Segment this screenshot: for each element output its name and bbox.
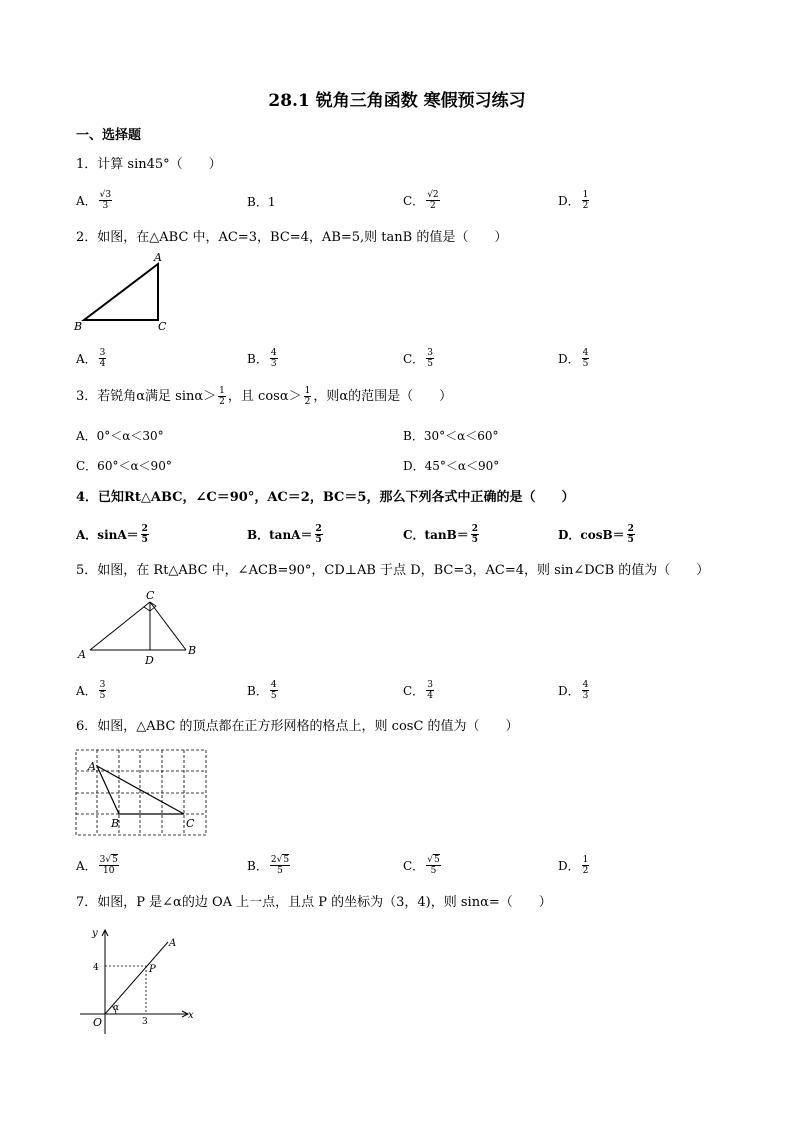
fraction: $\frac{4}{3}$ <box>582 680 589 701</box>
label-alpha: α <box>113 1003 120 1013</box>
fraction: $\frac{2}{5}$ <box>471 524 479 545</box>
label-b: B <box>74 320 83 333</box>
fraction: $\frac{3√5}{10}$ <box>99 855 118 876</box>
q2-option-b[interactable]: B． $\frac{4}{3}$ <box>247 348 277 369</box>
label-a: A <box>154 251 162 264</box>
fraction: $\frac{3}{5}$ <box>427 348 433 369</box>
fraction: $\frac{1}{2}$ <box>582 190 589 211</box>
label-d: D <box>145 654 154 667</box>
q6-option-a[interactable]: A． $\frac{3√5}{10}$ <box>76 855 118 876</box>
q3-option-b[interactable]: B．30°＜α＜60° <box>403 429 499 443</box>
page-title: 28.1 锐角三角函数 寒假预习练习 <box>268 91 526 111</box>
label-o: O <box>93 1016 103 1029</box>
q5-triangle-figure <box>74 586 204 668</box>
fraction: $\frac{3}{4}$ <box>427 680 433 701</box>
label-c: C <box>158 320 167 333</box>
fraction: $\frac{√5}{5}$ <box>427 855 440 876</box>
fraction: $\frac{2}{5}$ <box>141 524 148 545</box>
section-heading: 一、选择题 <box>76 128 142 143</box>
q6-option-d[interactable]: D． $\frac{1}{2}$ <box>558 855 589 876</box>
triangle-abc <box>97 766 184 814</box>
fraction: $\frac{4}{5}$ <box>582 348 589 369</box>
fraction: $\frac{1}{2}$ <box>304 386 311 407</box>
q2-option-c[interactable]: C． $\frac{3}{5}$ <box>403 348 433 369</box>
label-a: A <box>78 648 86 661</box>
q4-option-b[interactable]: B．tanA＝ $\frac{2}{5}$ <box>247 524 322 545</box>
q5-option-b[interactable]: B． $\frac{4}{5}$ <box>247 680 277 701</box>
q7-coordinate-figure <box>76 922 200 1040</box>
label-a: A <box>88 760 96 773</box>
q4-option-c[interactable]: C．tanB＝ $\frac{2}{5}$ <box>403 524 479 545</box>
question-1-stem: 1．计算 sin45°（ ） <box>76 157 222 172</box>
q5-option-d[interactable]: D． $\frac{4}{3}$ <box>558 680 589 701</box>
label-y: y <box>92 928 98 939</box>
label-p: P <box>149 964 156 975</box>
q5-option-c[interactable]: C． $\frac{3}{4}$ <box>403 680 433 701</box>
q2-triangle-figure <box>70 250 190 335</box>
q1-option-c[interactable]: C． $\frac{√2}{2}$ <box>403 190 439 211</box>
question-6-stem: 6．如图，△ABC 的顶点都在正方形网格的格点上，则 cosC 的值为（ ） <box>76 719 519 734</box>
fraction: $\frac{1}{2}$ <box>219 386 225 407</box>
option-label: A． <box>76 193 97 208</box>
q2-option-a[interactable]: A． $\frac{3}{4}$ <box>76 348 106 369</box>
label-four: 4 <box>93 963 99 973</box>
fraction: $\frac{√2}{2}$ <box>427 190 439 211</box>
q1-option-a[interactable] <box>76 190 114 211</box>
fraction: $\frac{1}{2}$ <box>582 855 589 876</box>
fraction: $\frac{2}{5}$ <box>315 524 322 545</box>
label-a: A <box>169 938 177 949</box>
label-three: 3 <box>142 1017 148 1027</box>
fraction: $\frac{4}{3}$ <box>270 348 277 369</box>
q6-option-b[interactable]: B． $\frac{2√5}{5}$ <box>247 855 290 876</box>
fraction: $\frac{3}{5}$ <box>99 680 106 701</box>
fraction: $\frac{√3}{3}$ <box>99 190 112 211</box>
triangle-abc <box>84 264 158 320</box>
fraction: $\frac{4}{5}$ <box>270 680 277 701</box>
q5-option-a[interactable]: A． $\frac{3}{5}$ <box>76 680 106 701</box>
fraction: $\frac{2√5}{5}$ <box>270 855 290 876</box>
label-b: B <box>188 644 197 657</box>
fraction: $\frac{2}{5}$ <box>627 524 634 545</box>
label-c: C <box>186 817 195 830</box>
q6-option-c[interactable]: C． $\frac{√5}{5}$ <box>403 855 440 876</box>
question-7-stem: 7．如图，P 是∠α的边 OA 上一点，且点 P 的坐标为（3，4)，则 sinα=（ ） <box>76 895 552 910</box>
question-5-stem: 5．如图，在 Rt△ABC 中，∠ACB=90°，CD⊥AB 于点 D，BC=3，AC=4，则 sin∠DCB 的值为（ ） <box>76 563 710 578</box>
fraction: $\frac{3}{4}$ <box>99 348 106 369</box>
label-x: x <box>188 1010 194 1021</box>
q1-option-d[interactable]: D． $\frac{1}{2}$ <box>558 190 589 211</box>
side-cb <box>150 602 186 650</box>
q3-option-a[interactable]: A．0°＜α＜30° <box>76 429 164 443</box>
q3-option-c[interactable]: C．60°＜α＜90° <box>76 459 172 473</box>
label-c: C <box>146 589 155 602</box>
q6-grid-figure <box>74 748 210 838</box>
q4-option-a[interactable]: A．sinA＝ $\frac{2}{5}$ <box>76 524 148 545</box>
q4-option-d[interactable]: D．cosB＝ $\frac{2}{5}$ <box>558 524 634 545</box>
question-4-stem: 4．已知Rt△ABC，∠C＝90°，AC＝2，BC＝5，那么下列各式中正确的是（ ） <box>76 490 575 505</box>
q2-option-d[interactable]: D． $\frac{4}{5}$ <box>558 348 589 369</box>
q3-option-d[interactable]: D．45°＜α＜90° <box>403 459 500 473</box>
question-2-stem: 2．如图，在△ABC 中，AC=3，BC=4，AB=5,则 tanB 的值是（ ） <box>76 230 508 245</box>
side-ac <box>90 602 150 650</box>
label-b: B <box>111 817 120 830</box>
q1-option-b[interactable]: B．1 <box>247 195 276 209</box>
question-3-stem: 3．若锐角α满足 sinα＞ $\frac{1}{2}$ ，且 cosα＞ $\frac{1}{2}$ ，则α的范围是（ ） <box>76 386 453 407</box>
